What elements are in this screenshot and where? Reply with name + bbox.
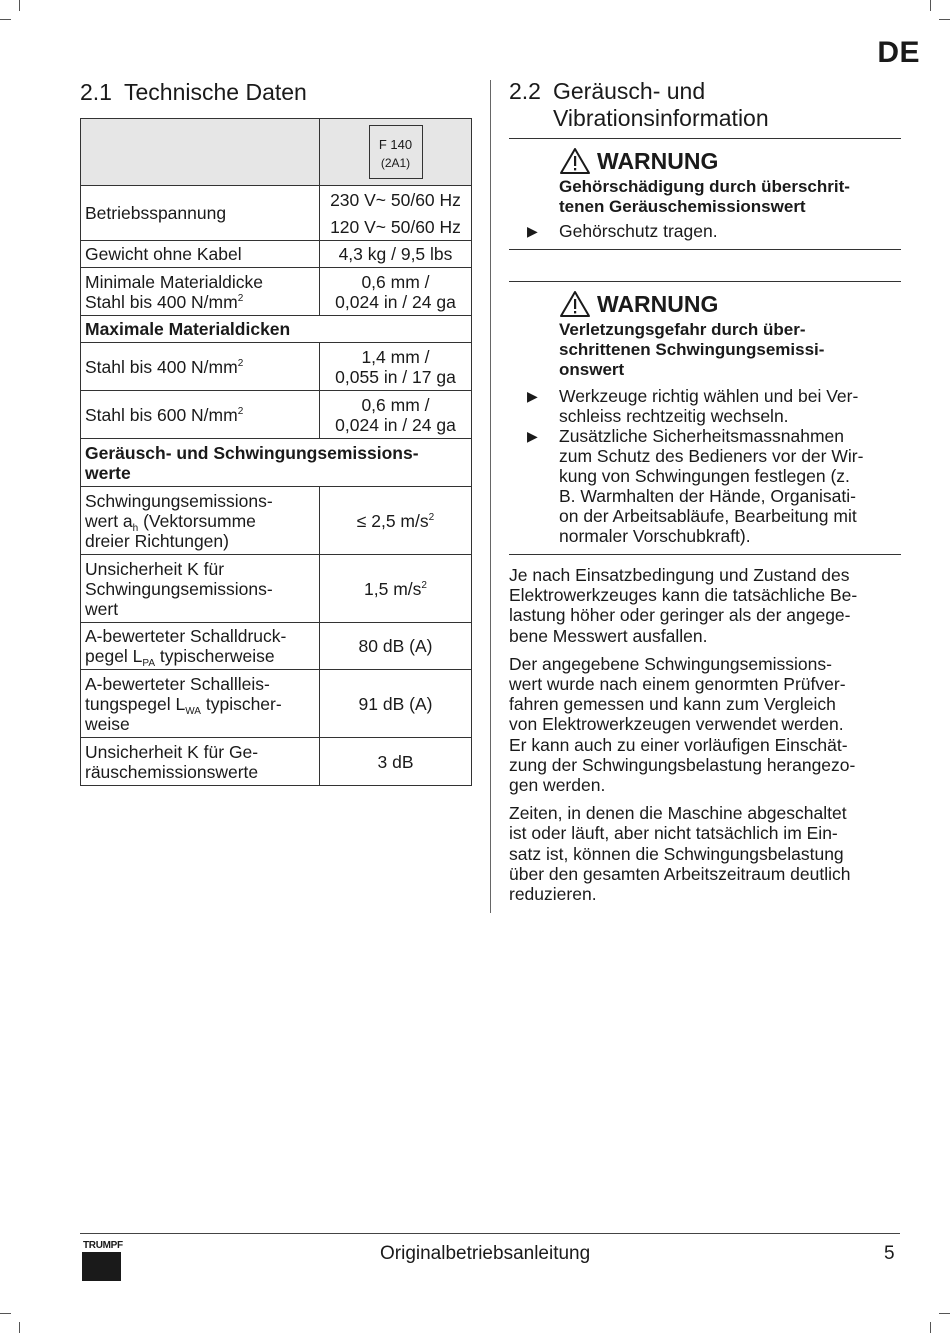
cell-line: dreier Richtungen) (85, 530, 229, 551)
table-cell (81, 268, 320, 316)
text-line: schleiss rechtzeitig wechseln. (559, 406, 789, 426)
table-cell (320, 268, 472, 316)
warning-subtitle-line: Verletzungsgefahr durch über- (559, 320, 806, 339)
cell-line: Schwingungsemissions- (85, 490, 273, 511)
table-cell (81, 555, 320, 623)
cell-line: Unsicherheit K für Ge- (85, 741, 259, 762)
text-line: fahren gemessen und kann zum Vergleich (509, 694, 836, 715)
warning-heading (559, 290, 901, 318)
table-cell (81, 391, 320, 439)
table-cell (81, 487, 320, 555)
cell-line: Unsicherheit K für (85, 558, 225, 579)
list-item (509, 386, 901, 426)
technical-data-section (80, 78, 472, 786)
warning-subtitle (559, 320, 901, 380)
table-cell: 230 V~ 50/60 Hz (320, 186, 472, 214)
brand-logo-text: TRUMPF (83, 1240, 123, 1251)
footer-title: Originalbetriebsanleitung (380, 1243, 591, 1264)
table-cell: 91 dB (A) (320, 670, 472, 738)
list-item-text (559, 426, 901, 546)
warning-subtitle-line: schrittenen Schwingungsemissi- (559, 340, 825, 359)
table-row (81, 316, 472, 343)
cell-line: weise (85, 713, 130, 734)
table-cell: Betriebsspannung (81, 186, 320, 241)
warning-subtitle-line: Gehörschädigung durch überschrit- (559, 177, 850, 196)
table-cell: 80 dB (A) (320, 623, 472, 670)
crop-mark (19, 0, 20, 11)
crop-mark (0, 19, 11, 20)
text-line: kung von Schwingungen festlegen (z. (559, 466, 850, 486)
table-cell (81, 343, 320, 391)
cell-value: 1,5 m/s (364, 578, 422, 599)
cell-line: Geräusch- und Schwingungsemissions- (85, 442, 419, 463)
superscript: 2 (421, 579, 427, 591)
subscript: h (132, 522, 139, 534)
text-line: normaler Vorschubkraft). (559, 526, 751, 546)
cell-line: 0,6 mm / (361, 394, 430, 415)
table-cell (320, 555, 472, 623)
brand-logo-block (82, 1252, 121, 1281)
section-number: 2.1 (80, 79, 112, 105)
language-tag: DE (877, 36, 920, 69)
warning-subtitle-line: tenen Geräuschemissionswert (559, 197, 806, 216)
cell-line: Minimale Materialdicke (85, 271, 263, 292)
cell-value: ≤ 2,5 m/s (356, 510, 429, 531)
cell-line: Stahl bis 400 N/mm (85, 291, 238, 312)
warning-triangle-icon (559, 147, 591, 175)
table-row (81, 391, 472, 439)
cell-line: 0,024 in / 24 ga (335, 291, 456, 312)
section-number: 2.2 (509, 78, 541, 104)
paragraph (509, 654, 901, 795)
crop-mark (939, 19, 950, 20)
section-title-text: Technische Daten (124, 79, 307, 105)
table-row (81, 439, 472, 487)
model-code: (2A1) (380, 156, 411, 170)
text-line: lastung höher oder geringer als der angege- (509, 605, 851, 626)
text-line: Werkzeuge richtig wählen und bei Ver- (559, 386, 859, 406)
superscript: 2 (237, 292, 244, 304)
cell-line: tungspegel L (85, 693, 186, 714)
paragraph (509, 565, 901, 646)
warning-box-hearing (509, 139, 901, 249)
cell-line: 0,024 in / 24 ga (335, 414, 456, 435)
text-line: Zeiten, in denen die Maschine abgeschaltet (509, 803, 847, 824)
cell-line: räuschemissionswerte (85, 761, 259, 782)
model-name: F 140 (378, 137, 413, 152)
cell-line: (Vektorsumme (138, 510, 256, 531)
text-line: wert wurde nach einem genormten Prüfver- (509, 674, 846, 695)
column-divider (490, 80, 491, 913)
text-line: über den gesamten Arbeitszeitraum deutlich (509, 863, 851, 884)
cell-line: A-bewerteter Schallleis- (85, 673, 270, 694)
crop-mark (930, 0, 931, 11)
warning-heading (559, 147, 901, 175)
cell-line: typischerweise (155, 646, 275, 666)
table-row (81, 268, 472, 316)
warning-subtitle-line: onswert (559, 360, 625, 379)
table-row (81, 487, 472, 555)
table-cell (81, 738, 320, 786)
table-cell (320, 119, 472, 186)
text-line: zum Schutz des Bedieners vor der Wir- (559, 446, 864, 466)
text-line: ist oder läuft, aber nicht tatsächlich im Ein- (509, 823, 838, 844)
cell-line: typischer- (200, 693, 282, 714)
section-title (509, 78, 901, 132)
crop-mark (0, 1313, 11, 1314)
cell-line: pegel L (85, 646, 143, 666)
table-cell (320, 343, 472, 391)
text-line: Je nach Einsatzbedingung und Zustand des (509, 565, 850, 585)
text-line: von Elektrowerkzeugen verwendet werden. (509, 714, 844, 735)
list-item (509, 426, 901, 546)
table-cell: 4,3 kg / 9,5 lbs (320, 241, 472, 268)
table-cell (81, 119, 320, 186)
warning-label: WARNUNG (597, 290, 719, 317)
table-row (81, 241, 472, 268)
cell-line: A-bewerteter Schalldruck- (85, 626, 287, 646)
superscript: 2 (237, 405, 244, 417)
bullet-arrow-icon: ▶ (527, 388, 538, 404)
paragraph (509, 803, 901, 904)
table-cell: 120 V~ 50/60 Hz (320, 214, 472, 241)
list-item-text: Gehörschutz tragen. (559, 221, 718, 241)
text-line: zung der Schwingungsbelastung herangezo- (509, 754, 856, 775)
cell-line: wert a (85, 510, 133, 531)
subscript: WA (185, 705, 201, 717)
table-cell (320, 487, 472, 555)
cell-line: Stahl bis 600 N/mm (85, 404, 238, 425)
text-line: bene Messwert ausfallen. (509, 625, 708, 646)
text-line: Der angegebene Schwingungsemissions- (509, 653, 832, 674)
crop-mark (930, 1322, 931, 1333)
bullet-arrow-icon: ▶ (527, 428, 538, 444)
text-line: Zusätzliche Sicherheitsmassnahmen (559, 426, 844, 446)
text-line: satz ist, können die Schwingungsbelastung (509, 843, 844, 864)
text-line: Elektrowerkzeuges kann die tatsächliche Be- (509, 585, 858, 606)
table-row (81, 119, 472, 186)
text-line: on der Arbeitsabläufe, Bearbeitung mit (559, 506, 857, 526)
subscript: PA (142, 658, 156, 669)
table-cell (81, 623, 320, 670)
cell-line: 1,4 mm / (361, 346, 430, 367)
table-subheader: Maximale Materialdicken (81, 316, 472, 343)
section-title-line: Geräusch- und (553, 78, 706, 104)
cell-line: Schwingungsemissions- (85, 578, 273, 599)
table-row (81, 623, 472, 670)
cell-line: werte (85, 462, 131, 483)
crop-mark (19, 1322, 20, 1333)
cell-line: 0,6 mm / (361, 271, 430, 292)
noise-vibration-section (509, 78, 901, 912)
text-line: reduzieren. (509, 884, 597, 905)
crop-mark (939, 1313, 950, 1314)
table-cell: Gewicht ohne Kabel (81, 241, 320, 268)
list-item-text (559, 386, 901, 426)
table-subheader (81, 439, 472, 487)
section-title (80, 78, 472, 106)
section-title-line: Vibrationsinformation (553, 105, 769, 131)
text-line: gen werden. (509, 775, 606, 796)
warning-triangle-icon (559, 290, 591, 318)
warning-box-vibration (509, 282, 901, 554)
list-item (509, 221, 901, 241)
table-cell (81, 670, 320, 738)
warning-subtitle (559, 177, 901, 217)
table-row (81, 670, 472, 738)
page-number: 5 (884, 1243, 895, 1264)
table-cell: 3 dB (320, 738, 472, 786)
bullet-arrow-icon: ▶ (527, 223, 538, 239)
superscript: 2 (237, 357, 244, 369)
text-line: B. Warmhalten der Hände, Organisati- (559, 486, 856, 506)
cell-line: 0,055 in / 17 ga (335, 366, 456, 387)
footer-divider (80, 1233, 900, 1234)
table-row (81, 186, 472, 214)
table-cell (320, 391, 472, 439)
superscript: 2 (428, 511, 435, 523)
table-row (81, 343, 472, 391)
technical-data-table (80, 118, 472, 786)
cell-line: Stahl bis 400 N/mm (85, 356, 238, 377)
table-row (81, 738, 472, 786)
text-line: Er kann auch zu einer vorläufigen Einschät- (509, 734, 848, 755)
cell-line: wert (85, 598, 119, 619)
table-row (81, 555, 472, 623)
warning-label: WARNUNG (597, 147, 719, 174)
model-label (369, 125, 423, 179)
